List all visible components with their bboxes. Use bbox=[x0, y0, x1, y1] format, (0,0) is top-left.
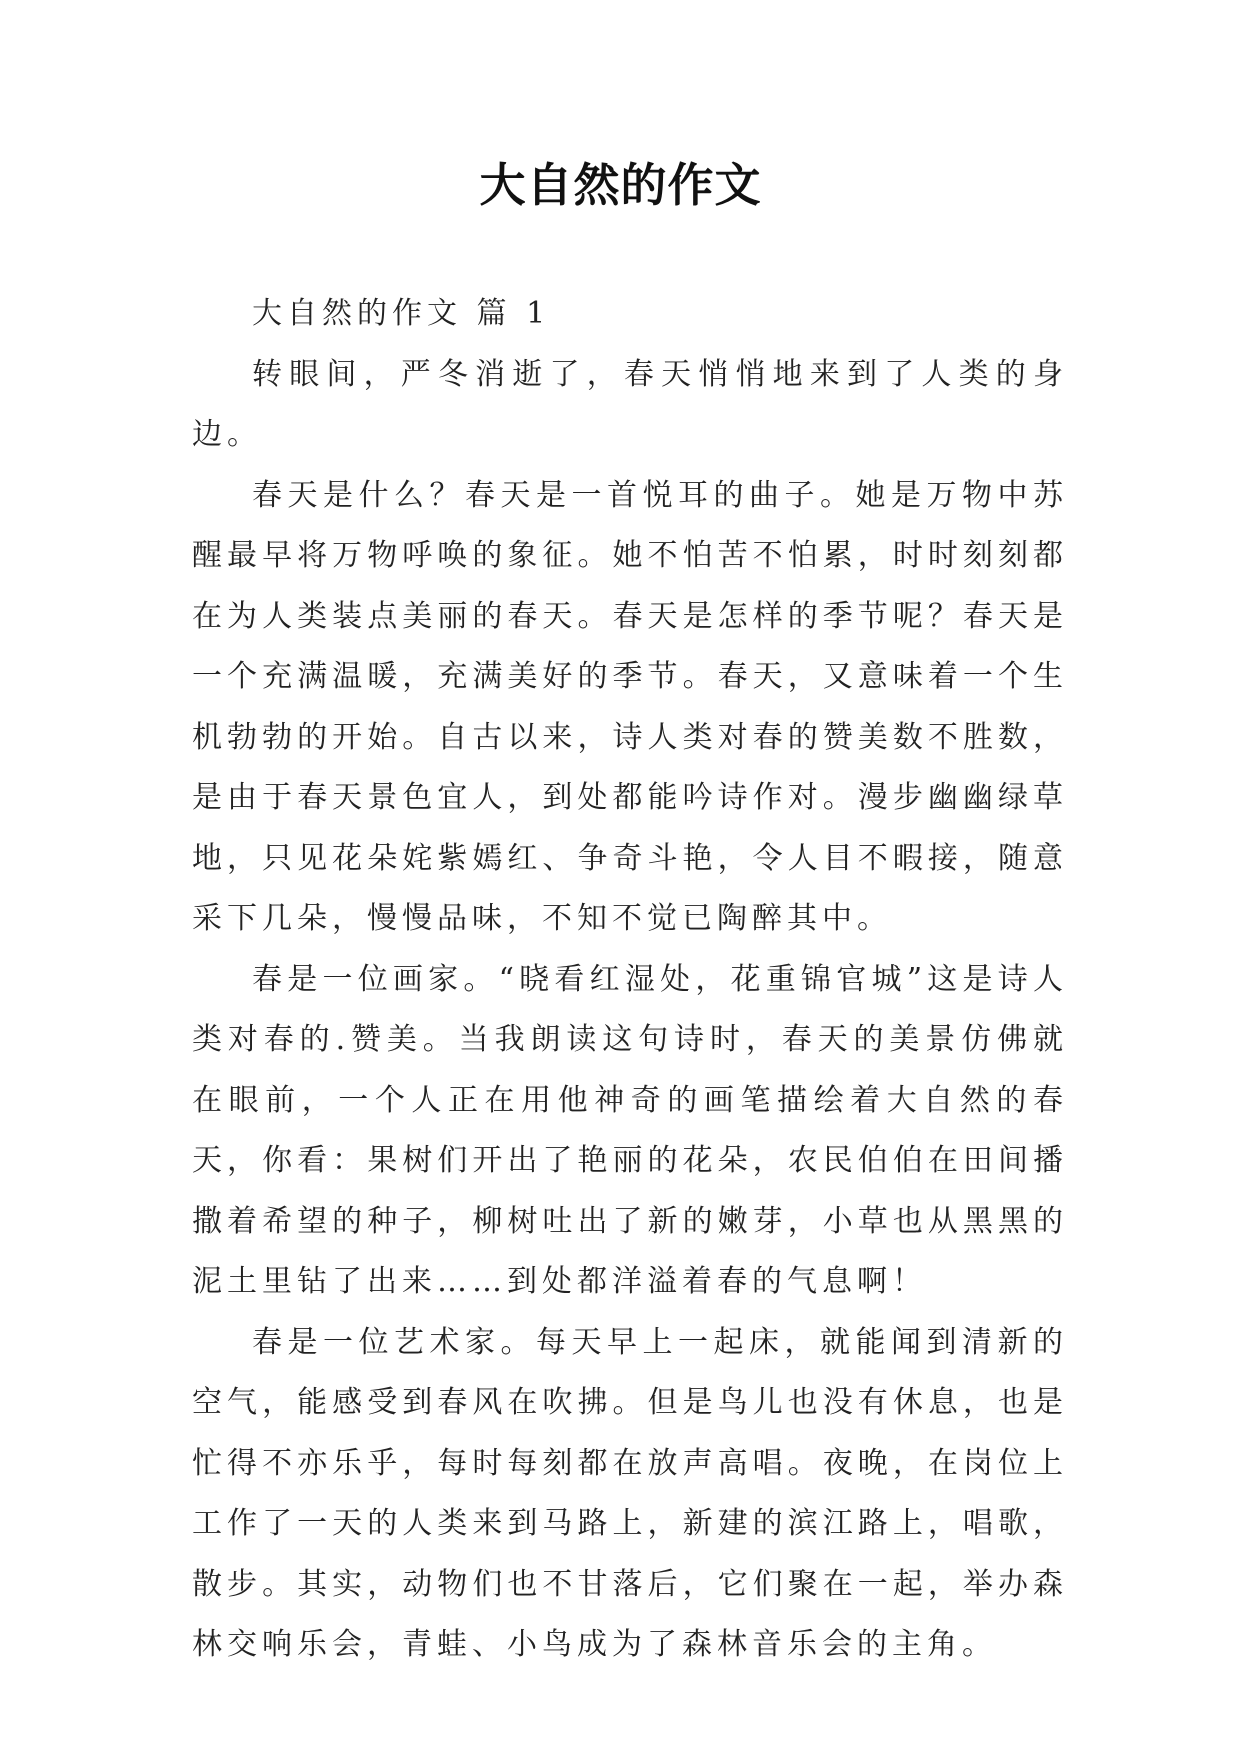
document-body bbox=[192, 284, 1068, 1676]
paragraph-4: 春是一位艺术家。每天早上一起床，就能闻到清新的空气，能感受到春风在吹拂。但是鸟儿也没有休息，也是忙得不亦乐乎，每时每刻都在放声高唱。夜晚，在岗位上工作了一天的人类来到马路上，新建的滨江路上，唱歌，散步。其实，动物们也不甘落后，它们聚在一起，举办森林交响乐会，青蛙、小鸟成为了森林音乐会的主角。 bbox=[192, 1324, 1068, 1662]
paragraph-3: 春是一位画家。“晓看红湿处，花重锦官城”这是诗人类对春的.赞美。当我朗读这句诗时，春天的美景仿佛就在眼前，一个人正在用他神奇的画笔描绘着大自然的春天，你看：果树们开出了艳丽的花朵，农民伯伯在田间播撒着希望的种子，柳树吐出了新的嫩芽，小草也从黑黑的泥土里钻了出来……到处都洋溢着春的气息啊！ bbox=[192, 961, 1068, 1299]
document-title: 大自然的作文 bbox=[479, 158, 762, 212]
paragraph-2: 春天是什么？春天是一首悦耳的曲子。她是万物中苏醒最早将万物呼唤的象征。她不怕苦不怕累，时时刻刻都在为人类装点美丽的春天。春天是怎样的季节呢？春天是一个充满温暖，充满美好的季节。春天，又意味着一个生机勃勃的开始。自古以来，诗人类对春的赞美数不胜数，是由于春天景色宜人，到处都能吟诗作对。漫步幽幽绿草地，只见花朵姹紫嫣红、争奇斗艳，令人目不暇接，随意采下几朵，慢慢品味，不知不觉已陶醉其中。 bbox=[192, 477, 1068, 936]
section-heading: 大自然的作文 篇 1 bbox=[252, 296, 551, 331]
paragraph-1: 转眼间，严冬消逝了，春天悄悄地来到了人类的身边。 bbox=[192, 356, 1068, 452]
